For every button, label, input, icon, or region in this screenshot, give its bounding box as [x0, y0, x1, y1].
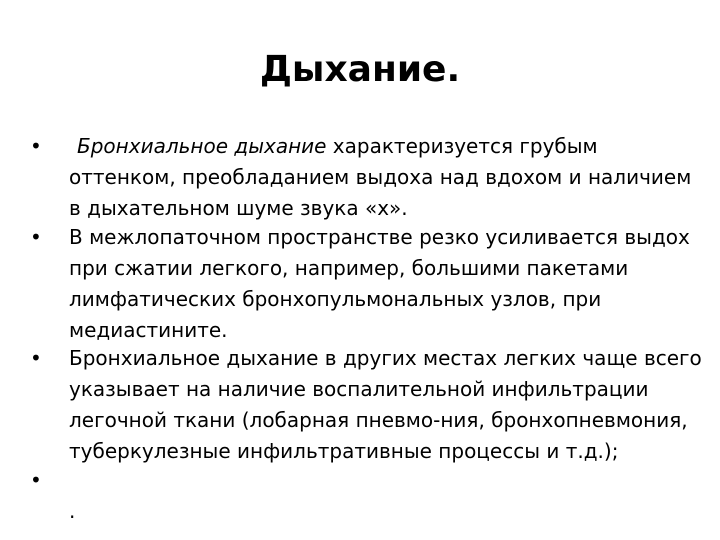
- bullet-line: при сжатии легкого, например, большими пакетами: [69, 256, 629, 280]
- bullet-line: [69, 131, 705, 162]
- bullet-text: [69, 131, 705, 224]
- bullet-line: Бронхиальное дыхание в других местах легких чаще всего: [69, 346, 702, 370]
- slide-title: Дыхание.: [259, 49, 461, 90]
- line-rest: характеризуется грубым: [326, 134, 598, 158]
- bullet-line: В межлопаточном пространстве резко усиливается выдох: [69, 225, 690, 249]
- bullet-text: [69, 343, 705, 467]
- bullet-marker: •: [30, 468, 42, 492]
- bullet-line: лимфатических бронхопульмональных узлов, при: [69, 287, 602, 311]
- bullet-marker: •: [30, 225, 42, 249]
- bullet-marker: •: [30, 346, 42, 370]
- bullet-text: [69, 465, 705, 527]
- bullet-text: [69, 222, 705, 346]
- bullet-line: медиастините.: [69, 318, 228, 342]
- bullet-marker: •: [30, 134, 42, 158]
- bullet-line: легочной ткани (лобарная пневмо-ния, бронхопневмония,: [69, 408, 688, 432]
- bullet-line: [69, 465, 705, 496]
- bullet-line: указывает на наличие воспалительной инфильтрации: [69, 377, 649, 401]
- bullet-line: в дыхательном шуме звука «х».: [69, 196, 408, 220]
- bullet-line: туберкулезные инфильтративные процессы и т.д.);: [69, 439, 619, 463]
- italic-term: Бронхиальное дыхание: [77, 134, 327, 158]
- bullet-line: .: [69, 499, 76, 523]
- bullet-line: оттенком, преобладанием выдоха над вдохом и наличием: [69, 165, 692, 189]
